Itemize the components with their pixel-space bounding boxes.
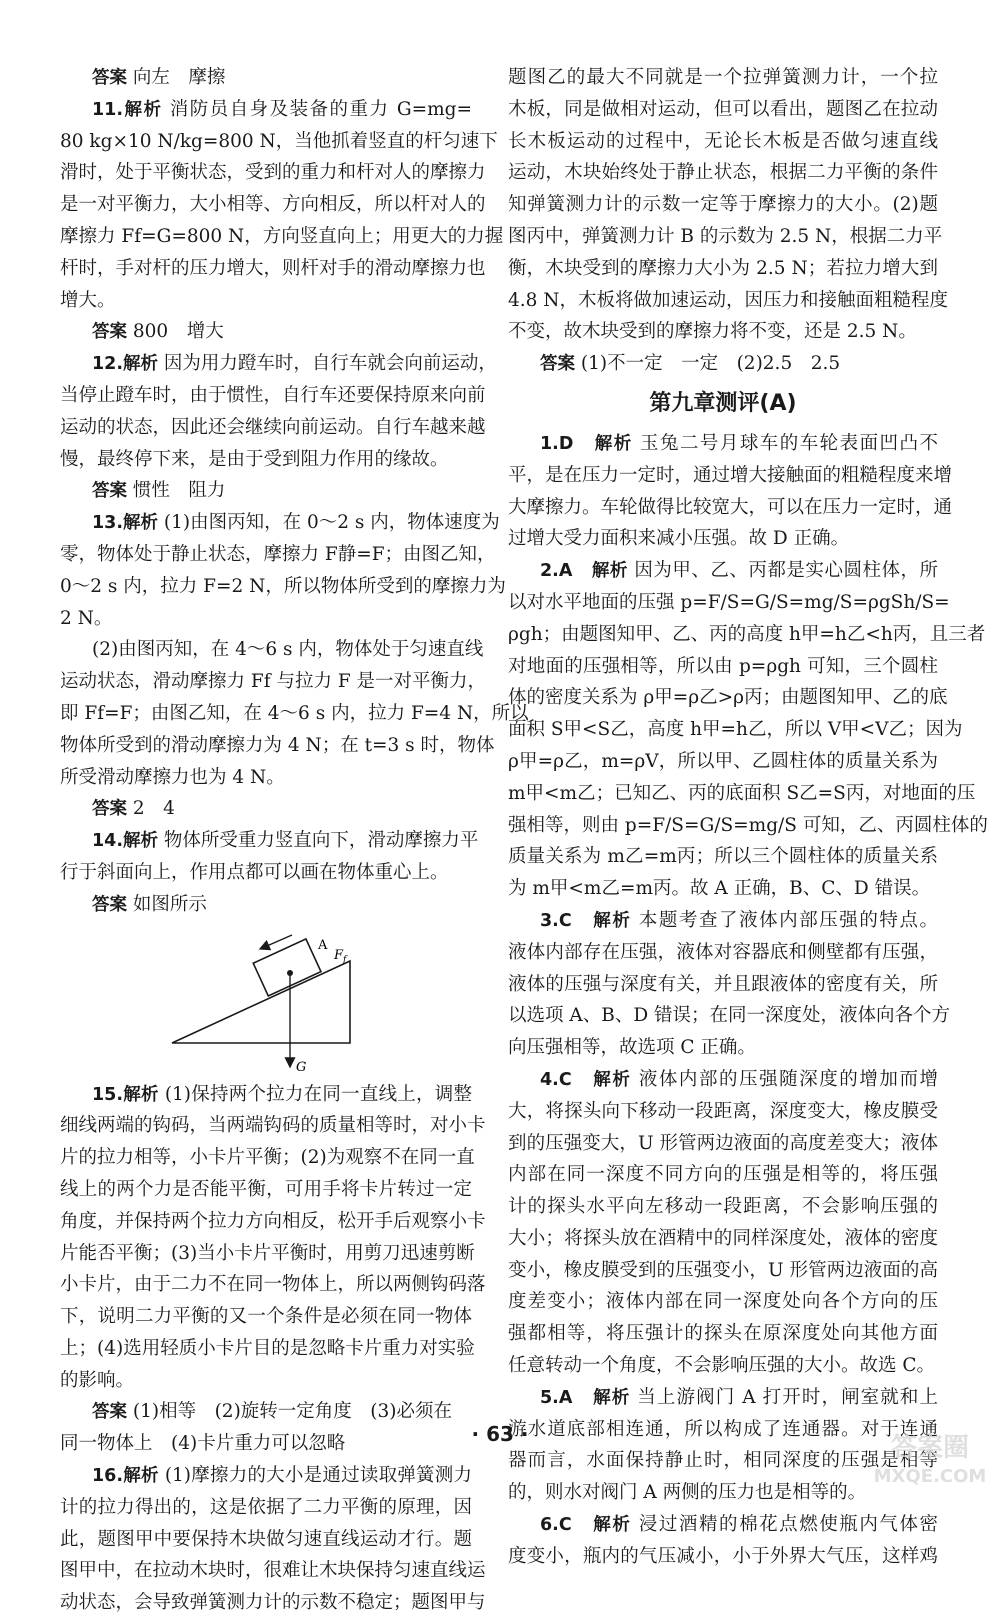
line-text: 80 kg×10 N/kg=800 N，当他抓着竖直的杆匀速下 — [60, 130, 498, 152]
text-line — [508, 492, 953, 524]
text-line — [508, 969, 938, 1001]
line-text: 的，则水对阀门 A 两侧的压力也是相等的。 — [508, 1482, 867, 1504]
text-line — [60, 380, 486, 412]
text-line — [508, 1350, 938, 1382]
answer-line — [60, 62, 472, 94]
text-line — [508, 1286, 938, 1318]
line-text: m甲<m乙；已知乙、丙的底面积 S乙=S丙，对地面的压 — [508, 782, 976, 804]
line-text: 大，将探头向下移动一段距离，深度变大，橡皮膜受 — [508, 1100, 938, 1122]
bold-label: 答案 — [92, 68, 127, 88]
question-line — [60, 825, 479, 857]
svg-text:MXQE.COM: MXQE.COM — [873, 1466, 987, 1487]
text-line — [508, 126, 938, 158]
text-line — [508, 778, 976, 810]
line-text: (1)由图丙知，在 0～2 s 内，物体速度为 — [158, 512, 500, 534]
bold-label: 解析 — [593, 1387, 631, 1408]
line-text: 下，说明二力平衡的又一个条件是必须在同一物体 — [60, 1306, 472, 1328]
line-text: 因为用力蹬车时，自行车就会向前运动， — [158, 353, 497, 375]
text-line — [508, 619, 986, 651]
line-text: 物体所受重力竖直向下，滑动摩擦力平 — [158, 830, 479, 852]
line-text: 0～2 s 内，拉力 F=2 N，所以物体所受到的摩擦力为 — [60, 575, 506, 597]
text-line — [60, 762, 472, 794]
line-text: 浸过酒精的棉花点燃使瓶内气体密 — [631, 1514, 939, 1536]
label-A: A — [318, 937, 328, 953]
bold-label: 答案 — [92, 894, 127, 915]
text-line — [60, 1301, 472, 1333]
line-text: 片能否平衡；(3)当小卡片平衡时，用剪刀迅速剪断 — [60, 1242, 475, 1264]
text-line — [60, 1110, 486, 1142]
line-text: 运动，木块始终处于静止状态，根据二力平衡的条件 — [508, 162, 938, 184]
inclined-plane-diagram — [60, 925, 472, 1073]
text-line — [508, 221, 943, 253]
line-text: 图丙中，弹簧测力计 B 的示数为 2.5 N，根据二力平 — [508, 225, 943, 247]
line-text: 2 N。 — [60, 607, 113, 629]
text-line — [60, 221, 504, 253]
line-text: (1)保持两个拉力在同一直线上，调整 — [158, 1083, 472, 1105]
text-line — [508, 523, 938, 555]
text-line — [508, 1096, 938, 1128]
line-text: 对地面的压强相等，所以由 p=ρgh 可知，三个圆柱 — [508, 655, 938, 677]
line-text: 长木板运动的过程中，无论长木板是否做匀速直线 — [508, 130, 938, 152]
bold-label: 解析 — [593, 1515, 632, 1536]
bold-label: 解析 — [593, 910, 632, 931]
question-number: 1.D — [540, 433, 574, 454]
line-text: 游水道底部相连通，所以构成了连通器。对于连通 — [508, 1418, 938, 1440]
bold-label: 解析 — [591, 561, 628, 582]
line-text: 此，题图甲中要保持木块做匀速直线运动才行。题 — [60, 1528, 472, 1550]
line-text: 计的拉力得出的，这是依据了二力平衡的原理，因 — [60, 1496, 472, 1518]
text-line — [508, 810, 988, 842]
text-line — [508, 1159, 938, 1191]
question-number: 6.C — [540, 1515, 572, 1536]
line-text: 到的压强变大，U 形管两边液面的高度差变大；液体 — [508, 1132, 938, 1154]
line-text: 零，物体处于静止状态，摩擦力 F静=F；由图乙知， — [60, 543, 496, 565]
bold-label: 答案 — [92, 1402, 127, 1423]
line-text: 上；(4)选用轻质小卡片目的是忽略卡片重力对实验 — [60, 1337, 475, 1359]
text-line — [60, 857, 472, 889]
line-text: 即 Ff=F；由图乙知，在 4～6 s 内，拉力 F=4 N，所以 — [60, 702, 529, 724]
answer-line — [60, 475, 472, 507]
question-line — [60, 1079, 472, 1111]
line-text: 小卡片，由于二力不在同一物体上，所以两侧钩码落 — [60, 1274, 486, 1296]
question-line — [60, 507, 500, 539]
bold-label: 解析 — [593, 1069, 632, 1090]
bold-label: 15.解析 — [92, 1084, 159, 1105]
question-number: 5.A — [540, 1387, 573, 1408]
line-text: 4.8 N，木板将做加速运动，因压力和接触面粗糙程度 — [508, 289, 948, 311]
line-text: 本题考查了液体内部压强的特点。 — [631, 909, 939, 931]
question-line — [508, 905, 938, 937]
line-text: 面积 S甲<S乙，高度 h甲=h乙，所以 V甲<V乙；因为 — [508, 719, 963, 741]
line-text: 运动状态，滑动摩擦力 Ff 与拉力 F 是一对平衡力， — [60, 671, 487, 693]
line-text: 度变小，瓶内的气压减小，小于外界大气压，这样鸡 — [508, 1545, 938, 1567]
line-text: 因为甲、乙、丙都是实心圆柱体，所 — [627, 560, 938, 582]
line-text: 向压强相等，故选项 C 正确。 — [508, 1037, 756, 1059]
label-Ff: $F_f$ — [334, 947, 347, 965]
line-text: 强相等，则由 p=F/S=G/S=mg/S 可知，乙、丙圆柱体的 — [508, 814, 988, 836]
question-number: 4.C — [540, 1069, 572, 1090]
text-line — [60, 1174, 472, 1206]
text-line — [508, 157, 938, 189]
page-number: · 63 · — [471, 1422, 529, 1446]
text-line — [60, 444, 472, 476]
text-line — [60, 253, 486, 285]
line-text: 大小；将探头放在酒精中的同样深度处，液体的密度 — [508, 1227, 938, 1249]
line-text: 为 m甲<m乙=m丙。故 A 正确，B、C、D 错误。 — [508, 878, 931, 900]
line-text: ρgh；由题图知甲、乙、丙的高度 h甲=h乙<h丙，且三者 — [508, 623, 986, 645]
question-number: 3.C — [540, 910, 572, 931]
text-line — [60, 1555, 486, 1587]
text-line — [60, 1269, 486, 1301]
text-line — [508, 937, 938, 969]
line-text: 当停止蹬车时，由于惯性，自行车还要保持原来向前 — [60, 384, 486, 406]
bold-label: 14.解析 — [92, 831, 159, 852]
line-text: 不变，故木块受到的摩擦力将不变，还是 2.5 N。 — [508, 321, 917, 343]
line-text: 图甲中，在拉动木块时，很难让木块保持匀速直线运 — [60, 1560, 486, 1582]
question-line — [60, 634, 484, 666]
text-line — [508, 1318, 938, 1350]
line-text: 同一物体上 (4)卡片重力可以忽略 — [60, 1433, 346, 1455]
line-text: 向左 摩擦 — [127, 67, 226, 88]
text-line — [508, 1032, 938, 1064]
text-line — [60, 126, 498, 158]
line-text: 惯性 阻力 — [127, 480, 226, 502]
text-line — [60, 1492, 472, 1524]
line-text: 的影响。 — [60, 1369, 135, 1391]
line-text: 器而言，水面保持静止时，相同深度的压强是相等 — [508, 1450, 938, 1472]
answer-line — [60, 793, 472, 825]
text-line — [60, 730, 495, 762]
line-text: 增大。 — [60, 289, 116, 311]
line-text: 角度，并保持两个拉力方向相反，松开手后观察小卡 — [60, 1210, 486, 1232]
text-line — [508, 460, 953, 492]
line-text: 液体的压强与深度有关，并且跟液体的密度有关，所 — [508, 973, 938, 995]
answer-line — [508, 348, 938, 380]
text-line — [508, 1000, 951, 1032]
line-text: 衡，木块受到的摩擦力大小为 2.5 N；若拉力增大到 — [508, 257, 938, 279]
line-text: 任意转动一个角度，不会影响压强的大小。故选 C。 — [508, 1355, 936, 1377]
text-line — [508, 253, 938, 285]
bold-label: 答案 — [92, 481, 127, 502]
text-line — [60, 285, 472, 317]
text-line — [60, 571, 506, 603]
line-text: 以对水平地面的压强 p=F/S=G/S=mg/S=ρgSh/S= — [508, 591, 950, 613]
label-G: G — [296, 1059, 307, 1075]
question-number: 2.A — [540, 561, 573, 582]
line-text: 大摩擦力。车轮做得比较宽大，可以在压力一定时，通 — [508, 496, 953, 518]
line-text: 细线两端的钩码，当两端钩码的质量相等时，对小卡 — [60, 1115, 486, 1137]
question-line — [508, 1509, 938, 1541]
bold-label: 16.解析 — [92, 1466, 159, 1487]
text-line — [508, 651, 938, 683]
right-column — [508, 62, 988, 1573]
line-text: 题图乙的最大不同就是一个拉弹簧测力计，一个拉 — [508, 67, 938, 88]
text-line — [60, 603, 472, 635]
line-text: 体的密度关系为 ρ甲=ρ乙>ρ丙；由题图知甲、乙的底 — [508, 687, 948, 709]
line-text: 2 4 — [127, 798, 175, 820]
text-line — [60, 1238, 475, 1270]
line-text: 内部在同一深度不同方向的压强是相等的，将压强 — [508, 1164, 938, 1186]
line-text: 是一对平衡力，大小相等、方向相反，所以杆对人的 — [60, 194, 486, 216]
text-line — [508, 62, 938, 94]
line-text: 杆时，手对杆的压力增大，则杆对手的滑动摩擦力也 — [60, 257, 486, 279]
chapter-title: 第九章测评(A) — [649, 390, 797, 416]
line-text: 以选项 A、B、D 错误；在同一深度处，液体向各个方 — [508, 1005, 951, 1027]
line-text: 运动的状态，因此还会继续向前运动。自行车越来越 — [60, 416, 486, 438]
line-text: 物体所受到的滑动摩擦力为 4 N；在 t=3 s 时，物体 — [60, 734, 495, 756]
text-line — [508, 1128, 938, 1160]
line-text: (1)相等 (2)旋转一定角度 (3)必须在 — [127, 1401, 452, 1423]
text-line — [508, 1191, 938, 1223]
line-text: 滑时，处于平衡状态，受到的重力和杆对人的摩擦力 — [60, 162, 486, 184]
question-line — [508, 1064, 938, 1096]
text-line — [508, 587, 950, 619]
text-line — [60, 1206, 486, 1238]
line-text: 玉兔二号月球车的车轮表面凹凸不 — [632, 432, 938, 454]
text-line — [508, 189, 938, 221]
text-line — [60, 1365, 472, 1397]
question-line — [60, 348, 497, 380]
line-text: 线上的两个力是否能平衡，可用手将卡片转过一定 — [60, 1178, 472, 1200]
bold-label: 13.解析 — [92, 513, 159, 534]
line-text: 慢，最终停下来，是由于受到阻力作用的缘故。 — [60, 448, 449, 470]
text-line — [60, 698, 529, 730]
text-line — [508, 94, 938, 126]
line-text: 摩擦力 Ff=G=800 N，方向竖直向上；用更大的力握 — [60, 225, 504, 247]
bold-label: 答案 — [540, 354, 575, 375]
line-text: 度差变小；液体内部在同一深度处向各个方向的压 — [508, 1291, 938, 1313]
svg-text:答案圈: 答案圈 — [890, 1433, 970, 1463]
text-line — [60, 1587, 486, 1619]
text-line — [60, 1524, 472, 1556]
text-line — [508, 285, 948, 317]
bold-label: 答案 — [92, 799, 127, 820]
bold-label: 11.解析 — [92, 99, 163, 120]
text-line — [508, 841, 938, 873]
line-text: 动状态，会导致弹簧测力计的示数不稳定；题图甲与 — [60, 1592, 486, 1614]
text-line — [60, 412, 486, 444]
figure-inclined-plane — [60, 925, 472, 1073]
line-text: 平，是在压力一定时，通过增大接触面的粗糙程度来增 — [508, 464, 953, 486]
line-text: 计的探头水平向左移动一段距离，不会影响压强的 — [508, 1196, 938, 1218]
text-line — [508, 1223, 938, 1255]
question-line — [60, 94, 472, 126]
text-line — [508, 714, 963, 746]
watermark-logo — [870, 1428, 990, 1488]
answer-line — [60, 889, 472, 921]
line-text: (2)由图丙知，在 4～6 s 内，物体处于匀速直线 — [92, 639, 484, 661]
text-line — [508, 1255, 938, 1287]
line-text: 液体内部的压强随深度的增加而增 — [631, 1068, 939, 1090]
text-line — [60, 539, 496, 571]
line-text: (1)不一定 一定 (2)2.5 2.5 — [575, 353, 841, 375]
text-line — [508, 873, 938, 905]
line-text: ρ甲=ρ乙，m=ρV，所以甲、乙圆柱体的质量关系为 — [508, 750, 938, 772]
text-line — [508, 1541, 938, 1573]
line-text: 知弹簧测力计的示数一定等于摩擦力的大小。(2)题 — [508, 194, 938, 216]
line-text: 800 增大 — [127, 321, 224, 343]
bold-label: 答案 — [92, 322, 127, 343]
line-text: 变小，橡皮膜受到的压强变小，U 形管两边液面的高 — [508, 1259, 938, 1281]
text-line — [60, 1333, 475, 1365]
line-text: 当上游阀门 A 打开时，闸室就和上 — [630, 1386, 938, 1408]
text-line — [508, 682, 948, 714]
line-text: 过增大受力面积来减小压强。故 D 正确。 — [508, 528, 850, 550]
bold-label: 12.解析 — [92, 354, 159, 375]
question-line — [508, 1382, 938, 1414]
line-text: 如图所示 — [127, 893, 207, 915]
text-line — [60, 189, 486, 221]
bold-label: 解析 — [594, 433, 633, 454]
line-text: (1)摩擦力的大小是通过读取弹簧测力 — [158, 1465, 472, 1487]
text-line — [60, 1142, 475, 1174]
text-line — [60, 666, 487, 698]
line-text: 消防员自身及装备的重力 G=mg= — [162, 98, 472, 120]
line-text: 木板，同是做相对运动，但可以看出，题图乙在拉动 — [508, 98, 938, 120]
line-text: 液体内部存在压强，液体对容器底和侧壁都有压强， — [508, 941, 938, 963]
line-text: 行于斜面向上，作用点都可以画在物体重心上。 — [60, 861, 449, 883]
question-line — [60, 1460, 472, 1492]
line-text: 质量关系为 m乙=m丙；所以三个圆柱体的质量关系 — [508, 846, 938, 868]
text-line — [60, 157, 486, 189]
text-line — [508, 316, 938, 348]
question-line — [508, 428, 938, 460]
text-line — [508, 746, 938, 778]
answer-line — [60, 316, 472, 348]
line-text: 片的拉力相等，小卡片平衡；(2)为观察不在同一直 — [60, 1147, 475, 1169]
line-text: 所受滑动摩擦力也为 4 N。 — [60, 766, 285, 788]
line-text: 强都相等，将压强计的探头在原深度处向其他方面 — [508, 1323, 938, 1345]
question-line — [508, 555, 938, 587]
